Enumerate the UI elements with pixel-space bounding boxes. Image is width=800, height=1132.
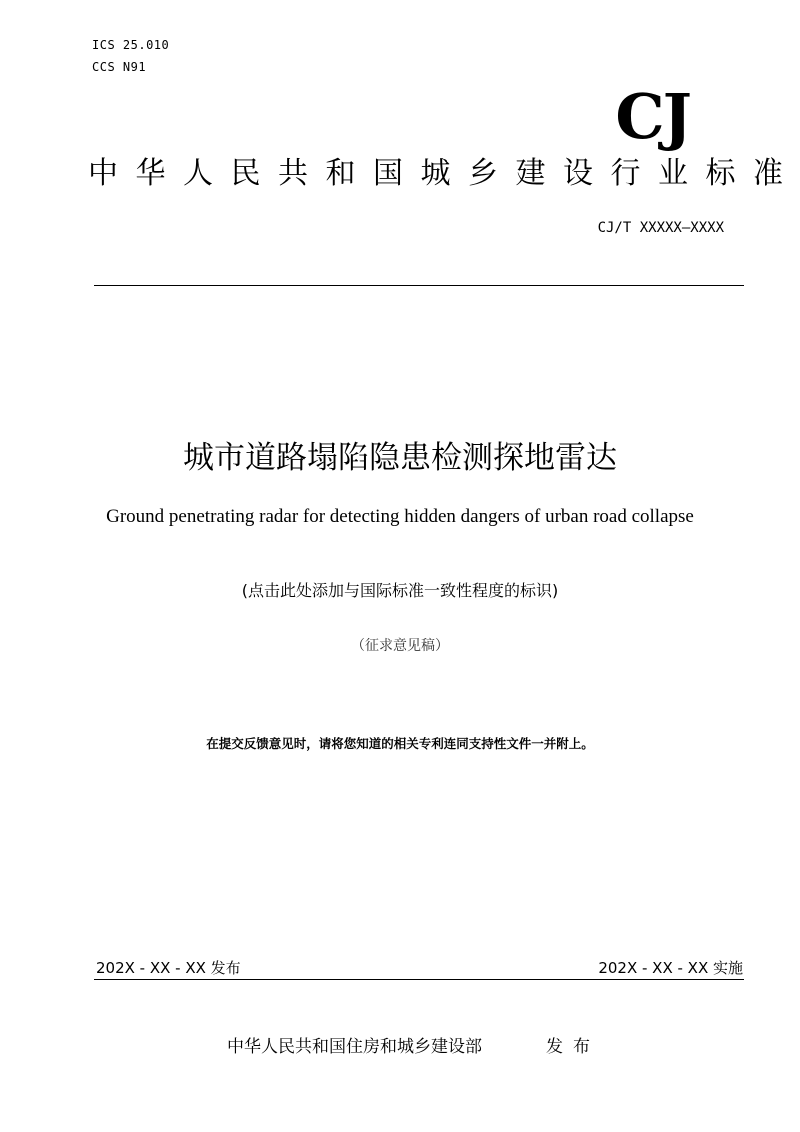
- draft-status: （征求意见稿）: [351, 638, 449, 654]
- document-title-chinese: 城市道路塌陷隐患检测探地雷达: [183, 440, 617, 476]
- feedback-note: 在提交反馈意见时，请将您知道的相关专利连同支持性文件一并附上。: [206, 736, 594, 751]
- bottom-divider: [94, 979, 744, 980]
- standard-type-heading: 中华人民共和国城乡建设行业标准: [88, 156, 800, 191]
- document-title-english: Ground penetrating radar for detecting hidden dangers of urban road collapse: [106, 506, 694, 527]
- consistency-note: (点击此处添加与国际标准一致性程度的标识): [241, 581, 559, 600]
- standard-number: CJ/T XXXXX—XXXX: [597, 220, 724, 236]
- ccs-code: CCS N91: [92, 60, 147, 74]
- issue-action: 发布: [546, 1037, 600, 1057]
- cj-logo: CJ: [615, 80, 690, 153]
- implement-date: 202X - XX - XX 实施: [598, 959, 743, 977]
- top-divider: [94, 285, 744, 286]
- publish-date: 202X - XX - XX 发布: [96, 959, 241, 977]
- issuing-authority: 中华人民共和国住房和城乡建设部: [227, 1037, 482, 1057]
- ics-code: ICS 25.010: [92, 38, 170, 52]
